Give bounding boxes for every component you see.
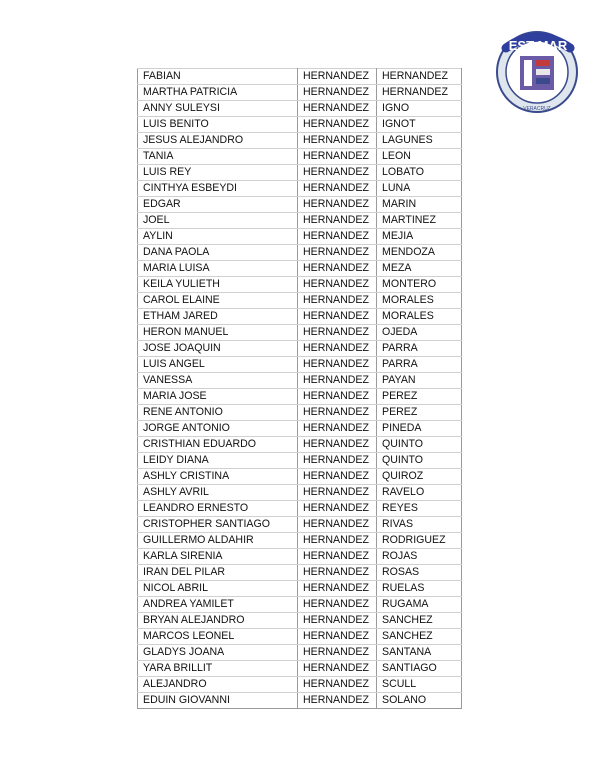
maternal-surname-cell: OJEDA — [377, 325, 462, 341]
first-name-cell: LEANDRO ERNESTO — [138, 501, 298, 517]
paternal-surname-cell: HERNANDEZ — [298, 405, 377, 421]
first-name-cell: BRYAN ALEJANDRO — [138, 613, 298, 629]
table-row — [138, 645, 462, 661]
maternal-surname-cell: PARRA — [377, 357, 462, 373]
table-row — [138, 485, 462, 501]
paternal-surname-cell: HERNANDEZ — [298, 677, 377, 693]
first-name-cell: NICOL ABRIL — [138, 581, 298, 597]
table-row — [138, 357, 462, 373]
table-row — [138, 69, 462, 85]
table-row — [138, 437, 462, 453]
maternal-surname-cell: SCULL — [377, 677, 462, 693]
paternal-surname-cell: HERNANDEZ — [298, 197, 377, 213]
paternal-surname-cell: HERNANDEZ — [298, 613, 377, 629]
table-row — [138, 501, 462, 517]
maternal-surname-cell: LEON — [377, 149, 462, 165]
maternal-surname-cell: RIVAS — [377, 517, 462, 533]
first-name-cell: LEIDY DIANA — [138, 453, 298, 469]
maternal-surname-cell: RODRIGUEZ — [377, 533, 462, 549]
paternal-surname-cell: HERNANDEZ — [298, 485, 377, 501]
first-name-cell: VANESSA — [138, 373, 298, 389]
first-name-cell: ANDREA YAMILET — [138, 597, 298, 613]
table-row — [138, 309, 462, 325]
table-row — [138, 421, 462, 437]
paternal-surname-cell: HERNANDEZ — [298, 565, 377, 581]
first-name-cell: LUIS REY — [138, 165, 298, 181]
first-name-cell: ANNY SULEYSI — [138, 101, 298, 117]
first-name-cell: MARTHA PATRICIA — [138, 85, 298, 101]
maternal-surname-cell: LUNA — [377, 181, 462, 197]
maternal-surname-cell: QUINTO — [377, 453, 462, 469]
paternal-surname-cell: HERNANDEZ — [298, 181, 377, 197]
maternal-surname-cell: MEJIA — [377, 229, 462, 245]
paternal-surname-cell: HERNANDEZ — [298, 325, 377, 341]
first-name-cell: JESUS ALEJANDRO — [138, 133, 298, 149]
paternal-surname-cell: HERNANDEZ — [298, 117, 377, 133]
first-name-cell: AYLIN — [138, 229, 298, 245]
first-name-cell: RENE ANTONIO — [138, 405, 298, 421]
table-row — [138, 629, 462, 645]
paternal-surname-cell: HERNANDEZ — [298, 661, 377, 677]
maternal-surname-cell: PEREZ — [377, 405, 462, 421]
first-name-cell: JOEL — [138, 213, 298, 229]
maternal-surname-cell: PEREZ — [377, 389, 462, 405]
paternal-surname-cell: HERNANDEZ — [298, 213, 377, 229]
first-name-cell: GUILLERMO ALDAHIR — [138, 533, 298, 549]
maternal-surname-cell: QUINTO — [377, 437, 462, 453]
maternal-surname-cell: QUIROZ — [377, 469, 462, 485]
paternal-surname-cell: HERNANDEZ — [298, 517, 377, 533]
table-row — [138, 117, 462, 133]
maternal-surname-cell: PINEDA — [377, 421, 462, 437]
first-name-cell: JOSE JOAQUIN — [138, 341, 298, 357]
maternal-surname-cell: ROSAS — [377, 565, 462, 581]
svg-text:VERACRUZ: VERACRUZ — [523, 106, 551, 112]
maternal-surname-cell: SANTIAGO — [377, 661, 462, 677]
table-row — [138, 133, 462, 149]
table-row — [138, 373, 462, 389]
maternal-surname-cell: PARRA — [377, 341, 462, 357]
paternal-surname-cell: HERNANDEZ — [298, 165, 377, 181]
first-name-cell: LUIS BENITO — [138, 117, 298, 133]
maternal-surname-cell: RUGAMA — [377, 597, 462, 613]
table-row — [138, 677, 462, 693]
table-row — [138, 661, 462, 677]
first-name-cell: CAROL ELAINE — [138, 293, 298, 309]
table-row — [138, 293, 462, 309]
maternal-surname-cell: MORALES — [377, 309, 462, 325]
first-name-cell: ASHLY CRISTINA — [138, 469, 298, 485]
table-row — [138, 85, 462, 101]
paternal-surname-cell: HERNANDEZ — [298, 421, 377, 437]
paternal-surname-cell: HERNANDEZ — [298, 501, 377, 517]
first-name-cell: TANIA — [138, 149, 298, 165]
table-row — [138, 469, 462, 485]
maternal-surname-cell: IGNOT — [377, 117, 462, 133]
paternal-surname-cell: HERNANDEZ — [298, 357, 377, 373]
table-row — [138, 565, 462, 581]
first-name-cell: JORGE ANTONIO — [138, 421, 298, 437]
maternal-surname-cell: RUELAS — [377, 581, 462, 597]
first-name-cell: EDGAR — [138, 197, 298, 213]
first-name-cell: HERON MANUEL — [138, 325, 298, 341]
table-row — [138, 245, 462, 261]
paternal-surname-cell: HERNANDEZ — [298, 549, 377, 565]
table-row — [138, 693, 462, 709]
table-row — [138, 213, 462, 229]
school-seal-icon — [492, 26, 582, 116]
paternal-surname-cell: HERNANDEZ — [298, 101, 377, 117]
maternal-surname-cell: MORALES — [377, 293, 462, 309]
svg-text:EST MAR: EST MAR — [508, 38, 568, 53]
maternal-surname-cell: MENDOZA — [377, 245, 462, 261]
paternal-surname-cell: HERNANDEZ — [298, 581, 377, 597]
first-name-cell: MARCOS LEONEL — [138, 629, 298, 645]
table-row — [138, 341, 462, 357]
first-name-cell: IRAN DEL PILAR — [138, 565, 298, 581]
first-name-cell: ETHAM JARED — [138, 309, 298, 325]
table-row — [138, 165, 462, 181]
paternal-surname-cell: HERNANDEZ — [298, 309, 377, 325]
paternal-surname-cell: HERNANDEZ — [298, 453, 377, 469]
maternal-surname-cell: SANCHEZ — [377, 629, 462, 645]
student-roster-table — [137, 68, 462, 709]
paternal-surname-cell: HERNANDEZ — [298, 629, 377, 645]
table-row — [138, 149, 462, 165]
table-row — [138, 197, 462, 213]
paternal-surname-cell: HERNANDEZ — [298, 373, 377, 389]
paternal-surname-cell: HERNANDEZ — [298, 437, 377, 453]
maternal-surname-cell: MARTINEZ — [377, 213, 462, 229]
maternal-surname-cell: MONTERO — [377, 277, 462, 293]
table-row — [138, 277, 462, 293]
paternal-surname-cell: HERNANDEZ — [298, 85, 377, 101]
maternal-surname-cell: SANCHEZ — [377, 613, 462, 629]
first-name-cell: DANA PAOLA — [138, 245, 298, 261]
table-row — [138, 389, 462, 405]
table-row — [138, 613, 462, 629]
paternal-surname-cell: HERNANDEZ — [298, 229, 377, 245]
first-name-cell: CINTHYA ESBEYDI — [138, 181, 298, 197]
table-row — [138, 405, 462, 421]
maternal-surname-cell: IGNO — [377, 101, 462, 117]
first-name-cell: KEILA YULIETH — [138, 277, 298, 293]
paternal-surname-cell: HERNANDEZ — [298, 149, 377, 165]
paternal-surname-cell: HERNANDEZ — [298, 277, 377, 293]
maternal-surname-cell: LAGUNES — [377, 133, 462, 149]
maternal-surname-cell: MARIN — [377, 197, 462, 213]
first-name-cell: EDUIN GIOVANNI — [138, 693, 298, 709]
paternal-surname-cell: HERNANDEZ — [298, 389, 377, 405]
paternal-surname-cell: HERNANDEZ — [298, 533, 377, 549]
maternal-surname-cell: REYES — [377, 501, 462, 517]
first-name-cell: CRISTHIAN EDUARDO — [138, 437, 298, 453]
paternal-surname-cell: HERNANDEZ — [298, 69, 377, 85]
paternal-surname-cell: HERNANDEZ — [298, 597, 377, 613]
maternal-surname-cell: PAYAN — [377, 373, 462, 389]
maternal-surname-cell: HERNANDEZ — [377, 85, 462, 101]
paternal-surname-cell: HERNANDEZ — [298, 293, 377, 309]
table-row — [138, 549, 462, 565]
maternal-surname-cell: RAVELO — [377, 485, 462, 501]
table-row — [138, 517, 462, 533]
first-name-cell: LUIS ANGEL — [138, 357, 298, 373]
maternal-surname-cell: HERNANDEZ — [377, 69, 462, 85]
maternal-surname-cell: SANTANA — [377, 645, 462, 661]
table-row — [138, 229, 462, 245]
first-name-cell: CRISTOPHER SANTIAGO — [138, 517, 298, 533]
first-name-cell: YARA BRILLIT — [138, 661, 298, 677]
table-row — [138, 101, 462, 117]
first-name-cell: ALEJANDRO — [138, 677, 298, 693]
paternal-surname-cell: HERNANDEZ — [298, 133, 377, 149]
table-row — [138, 597, 462, 613]
maternal-surname-cell: ROJAS — [377, 549, 462, 565]
first-name-cell: MARIA LUISA — [138, 261, 298, 277]
table-row — [138, 533, 462, 549]
table-row — [138, 453, 462, 469]
first-name-cell: GLADYS JOANA — [138, 645, 298, 661]
first-name-cell: MARIA JOSE — [138, 389, 298, 405]
paternal-surname-cell: HERNANDEZ — [298, 245, 377, 261]
first-name-cell: ASHLY AVRIL — [138, 485, 298, 501]
first-name-cell: KARLA SIRENIA — [138, 549, 298, 565]
table-row — [138, 581, 462, 597]
table-row — [138, 261, 462, 277]
table-row — [138, 325, 462, 341]
maternal-surname-cell: MEZA — [377, 261, 462, 277]
paternal-surname-cell: HERNANDEZ — [298, 469, 377, 485]
maternal-surname-cell: LOBATO — [377, 165, 462, 181]
paternal-surname-cell: HERNANDEZ — [298, 645, 377, 661]
table-row — [138, 181, 462, 197]
paternal-surname-cell: HERNANDEZ — [298, 341, 377, 357]
first-name-cell: FABIAN — [138, 69, 298, 85]
paternal-surname-cell: HERNANDEZ — [298, 261, 377, 277]
paternal-surname-cell: HERNANDEZ — [298, 693, 377, 709]
maternal-surname-cell: SOLANO — [377, 693, 462, 709]
